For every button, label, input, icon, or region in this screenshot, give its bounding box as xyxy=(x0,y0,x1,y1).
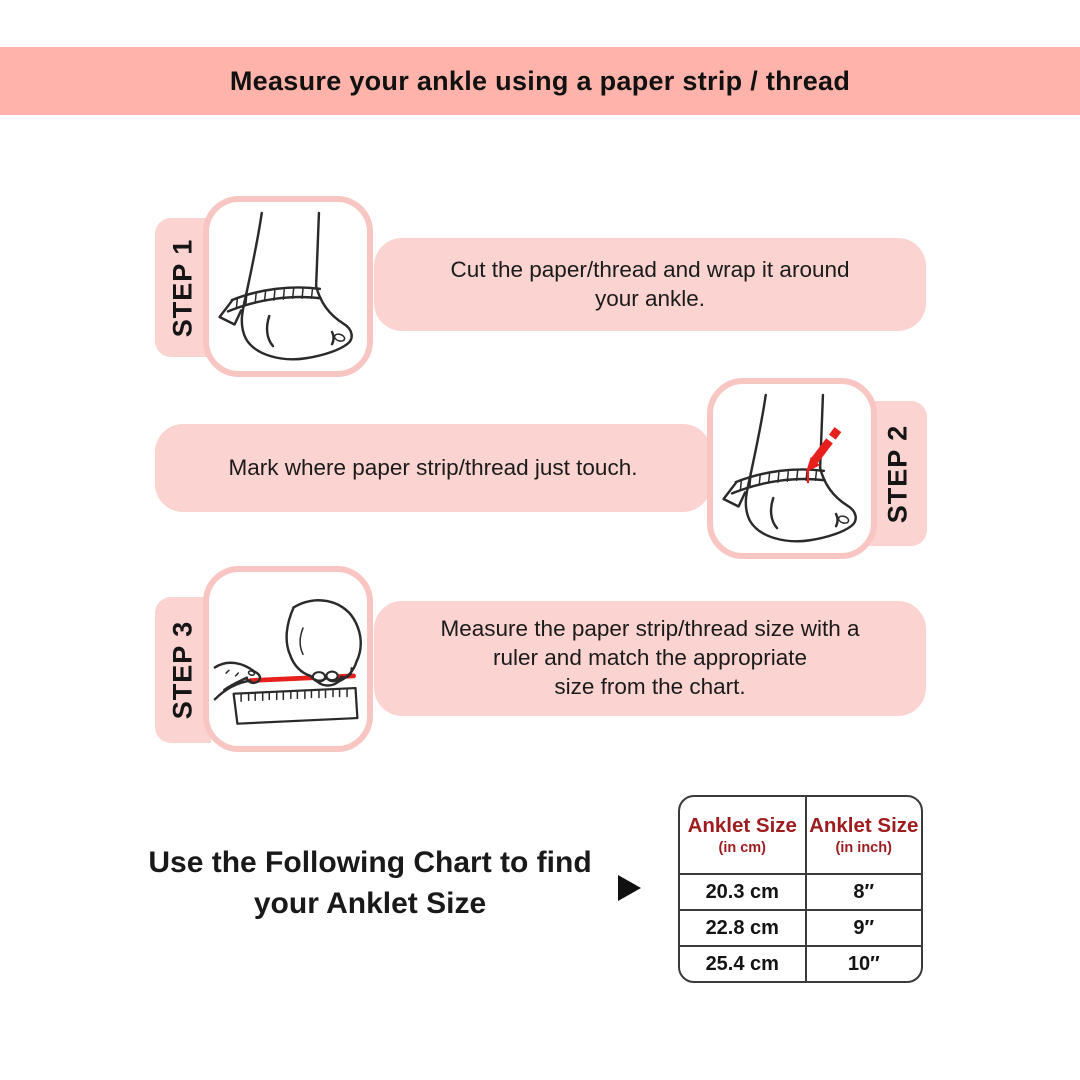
table-row xyxy=(680,909,921,945)
table-header-row xyxy=(680,797,921,873)
step2-illustration-card xyxy=(707,378,877,559)
table-cell-cm: 20.3 cm xyxy=(680,875,807,909)
chart-heading xyxy=(120,843,620,924)
ankle-with-measuring-tape-icon xyxy=(213,206,363,368)
ankle-tape-marking-pencil-icon xyxy=(717,388,867,550)
table-header-inch xyxy=(807,797,921,873)
page-title: Measure your ankle using a paper strip / thread xyxy=(229,65,851,96)
table-header-cm-title: Anklet Size xyxy=(687,814,797,837)
step2-text-line1: Mark where paper strip/thread just touch. xyxy=(228,454,638,480)
step2-tab xyxy=(869,401,927,546)
step1-label: STEP 1 xyxy=(167,238,198,337)
table-cell-inch: 9″ xyxy=(853,916,875,939)
step1-text-line1: Cut the paper/thread and wrap it around xyxy=(450,256,850,282)
table-header-cm xyxy=(680,797,807,873)
step3-text-line3: size from the chart. xyxy=(554,673,746,699)
table-cell-cm: 22.8 cm xyxy=(680,911,807,945)
hands-measuring-thread-with-ruler-icon xyxy=(213,576,363,742)
header-banner xyxy=(0,47,1080,115)
step3-illustration-card xyxy=(203,566,373,752)
step3-label: STEP 3 xyxy=(167,620,198,720)
table-cell-inch: 8″ xyxy=(853,880,875,903)
pointer-arrow-icon xyxy=(618,875,641,901)
step1-text-line2: your ankle. xyxy=(594,285,706,311)
table-row xyxy=(680,873,921,909)
step2-instruction-box xyxy=(155,424,711,512)
chart-heading-line1: Use the Following Chart to find xyxy=(148,846,592,879)
table-header-cm-subtitle: (in cm) xyxy=(718,840,767,856)
step2-label: STEP 2 xyxy=(882,424,913,523)
step1-instruction-box xyxy=(374,238,926,331)
table-cell-inch: 10″ xyxy=(847,952,880,975)
anklet-size-table xyxy=(678,795,923,983)
table-header-inch-subtitle: (in inch) xyxy=(835,840,892,856)
step3-text-line2: ruler and match the appropriate xyxy=(493,645,807,671)
step1-illustration-card xyxy=(203,196,373,377)
table-cell-cm: 25.4 cm xyxy=(680,947,807,981)
chart-heading-line2: your Anklet Size xyxy=(253,886,487,920)
step3-text-line1: Measure the paper strip/thread size with a xyxy=(440,616,860,642)
table-header-inch-title: Anklet Size xyxy=(809,814,919,837)
step3-instruction-box xyxy=(374,601,926,716)
table-row xyxy=(680,945,921,981)
